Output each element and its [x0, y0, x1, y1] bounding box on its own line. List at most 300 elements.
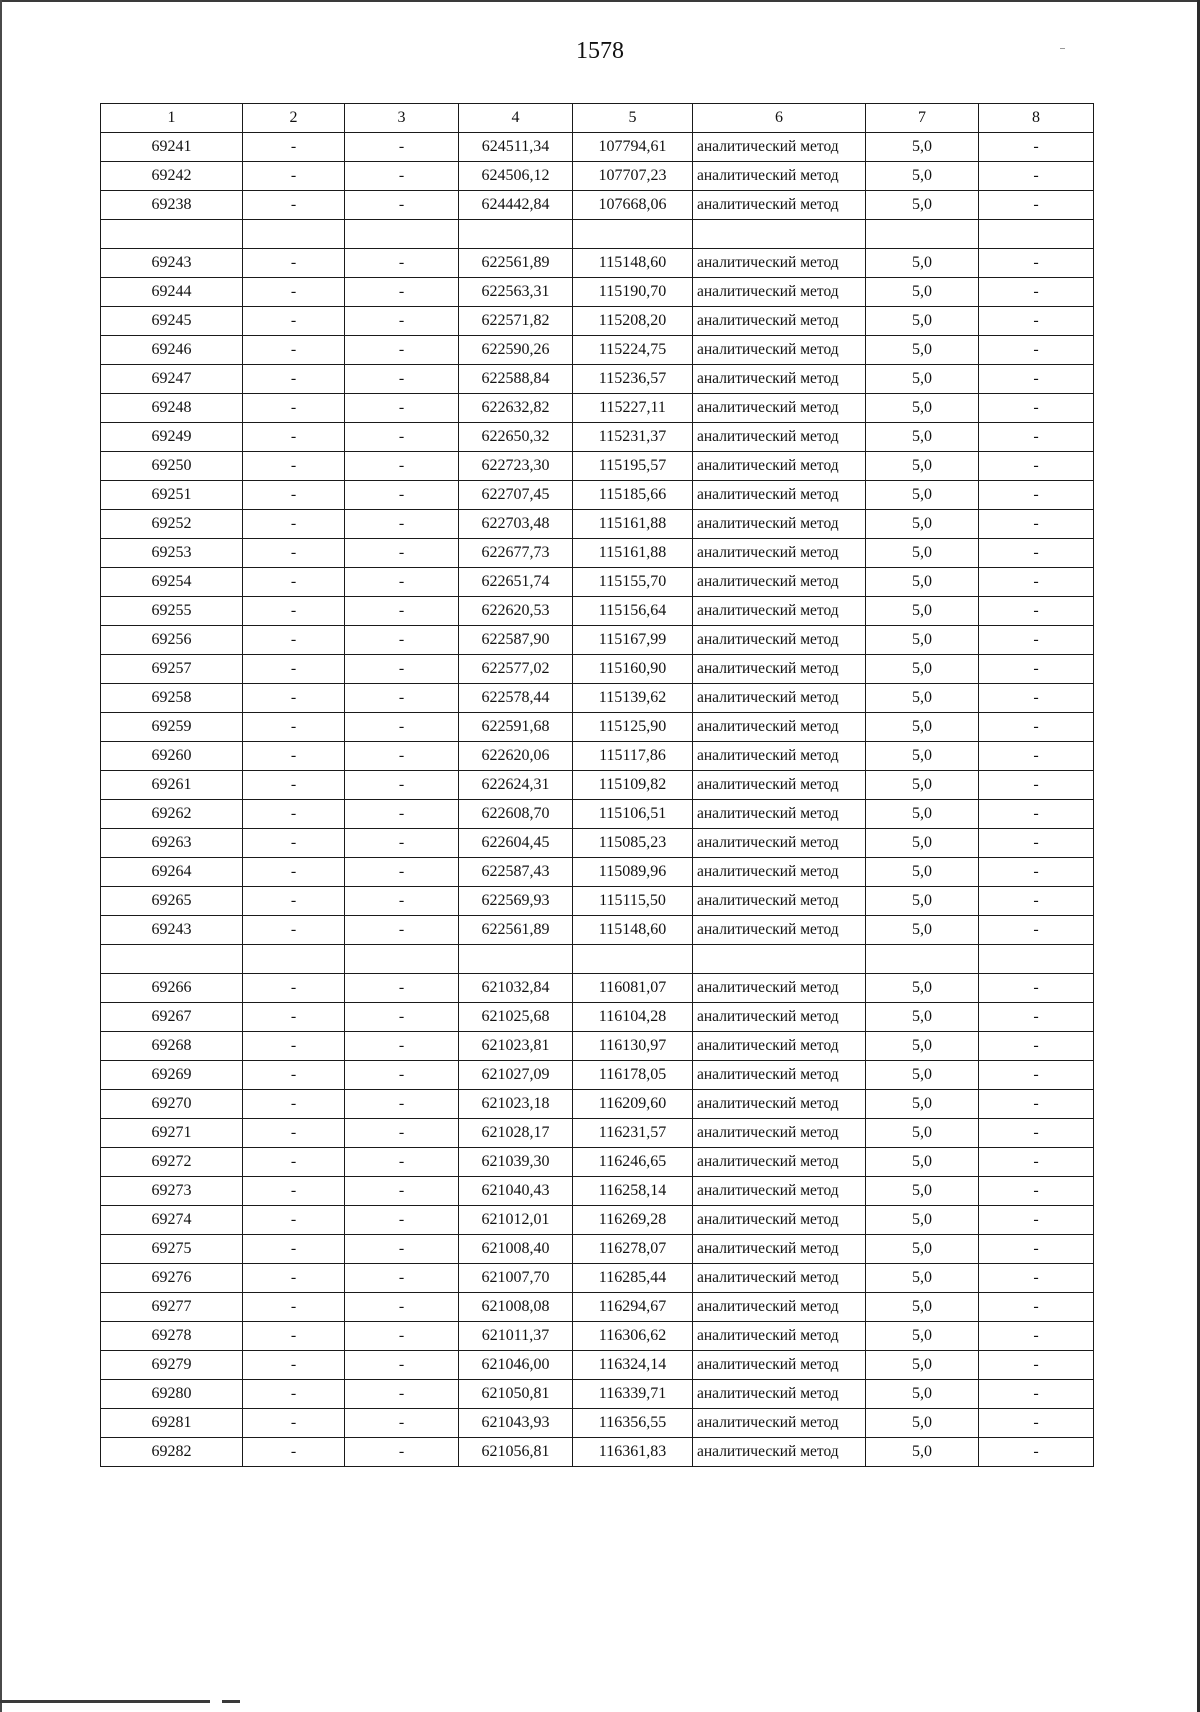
column-2-cell: -	[243, 1235, 345, 1264]
table-row	[101, 771, 1094, 800]
x-coordinate-cell: 621027,09	[459, 1061, 573, 1090]
y-coordinate-cell: 116339,71	[573, 1380, 693, 1409]
y-coordinate-cell: 115148,60	[573, 916, 693, 945]
table-header-row	[101, 104, 1094, 133]
y-coordinate-cell: 116081,07	[573, 974, 693, 1003]
point-number-cell: 69253	[101, 539, 243, 568]
column-3-cell: -	[345, 510, 459, 539]
y-coordinate-cell: 115161,88	[573, 539, 693, 568]
column-2-cell: -	[243, 887, 345, 916]
point-number-cell: 69281	[101, 1409, 243, 1438]
table-row	[101, 887, 1094, 916]
x-coordinate-cell: 622591,68	[459, 713, 573, 742]
y-coordinate-cell: 116269,28	[573, 1206, 693, 1235]
method-cell: аналитический метод	[693, 307, 866, 336]
accuracy-cell: 5,0	[866, 1003, 979, 1032]
column-3-cell: -	[345, 1177, 459, 1206]
column-3-cell: -	[345, 191, 459, 220]
column-3-cell: -	[345, 1322, 459, 1351]
column-2-cell: -	[243, 423, 345, 452]
column-8-cell: -	[979, 1380, 1094, 1409]
accuracy-cell: 5,0	[866, 1409, 979, 1438]
y-coordinate-cell: 116285,44	[573, 1264, 693, 1293]
empty-cell	[345, 945, 459, 974]
table-row	[101, 1148, 1094, 1177]
y-coordinate-cell: 116178,05	[573, 1061, 693, 1090]
table-row	[101, 1351, 1094, 1380]
table-row	[101, 1119, 1094, 1148]
method-cell: аналитический метод	[693, 452, 866, 481]
column-3-cell: -	[345, 1264, 459, 1293]
column-3-cell: -	[345, 1003, 459, 1032]
column-header: 2	[243, 104, 345, 133]
accuracy-cell: 5,0	[866, 1148, 979, 1177]
accuracy-cell: 5,0	[866, 278, 979, 307]
y-coordinate-cell: 115224,75	[573, 336, 693, 365]
empty-cell	[866, 945, 979, 974]
column-3-cell: -	[345, 1090, 459, 1119]
accuracy-cell: 5,0	[866, 162, 979, 191]
point-number-cell: 69277	[101, 1293, 243, 1322]
table-row	[101, 1235, 1094, 1264]
empty-cell	[573, 945, 693, 974]
column-2-cell: -	[243, 307, 345, 336]
empty-cell	[979, 945, 1094, 974]
accuracy-cell: 5,0	[866, 1177, 979, 1206]
accuracy-cell: 5,0	[866, 626, 979, 655]
column-3-cell: -	[345, 568, 459, 597]
y-coordinate-cell: 115109,82	[573, 771, 693, 800]
x-coordinate-cell: 622632,82	[459, 394, 573, 423]
point-number-cell: 69246	[101, 336, 243, 365]
y-coordinate-cell: 115139,62	[573, 684, 693, 713]
accuracy-cell: 5,0	[866, 481, 979, 510]
column-8-cell: -	[979, 510, 1094, 539]
point-number-cell: 69264	[101, 858, 243, 887]
x-coordinate-cell: 621007,70	[459, 1264, 573, 1293]
column-8-cell: -	[979, 191, 1094, 220]
column-2-cell: -	[243, 916, 345, 945]
x-coordinate-cell: 621023,81	[459, 1032, 573, 1061]
x-coordinate-cell: 624442,84	[459, 191, 573, 220]
point-number-cell: 69265	[101, 887, 243, 916]
column-3-cell: -	[345, 597, 459, 626]
empty-cell	[866, 220, 979, 249]
point-number-cell: 69279	[101, 1351, 243, 1380]
method-cell: аналитический метод	[693, 336, 866, 365]
table-row	[101, 539, 1094, 568]
empty-cell	[243, 220, 345, 249]
column-2-cell: -	[243, 1061, 345, 1090]
table-row	[101, 1177, 1094, 1206]
column-2-cell: -	[243, 1351, 345, 1380]
table-row	[101, 684, 1094, 713]
x-coordinate-cell: 622707,45	[459, 481, 573, 510]
column-3-cell: -	[345, 1351, 459, 1380]
point-number-cell: 69251	[101, 481, 243, 510]
column-header: 4	[459, 104, 573, 133]
scan-mark-bottom	[0, 1700, 210, 1703]
column-2-cell: -	[243, 1438, 345, 1467]
empty-cell	[101, 945, 243, 974]
y-coordinate-cell: 107668,06	[573, 191, 693, 220]
method-cell: аналитический метод	[693, 423, 866, 452]
method-cell: аналитический метод	[693, 1235, 866, 1264]
column-8-cell: -	[979, 684, 1094, 713]
column-8-cell: -	[979, 162, 1094, 191]
x-coordinate-cell: 622588,84	[459, 365, 573, 394]
column-3-cell: -	[345, 423, 459, 452]
accuracy-cell: 5,0	[866, 249, 979, 278]
column-8-cell: -	[979, 133, 1094, 162]
column-8-cell: -	[979, 1235, 1094, 1264]
table-row	[101, 626, 1094, 655]
x-coordinate-cell: 621050,81	[459, 1380, 573, 1409]
column-header: 5	[573, 104, 693, 133]
point-number-cell: 69266	[101, 974, 243, 1003]
table-row	[101, 394, 1094, 423]
point-number-cell: 69273	[101, 1177, 243, 1206]
column-3-cell: -	[345, 655, 459, 684]
x-coordinate-cell: 621046,00	[459, 1351, 573, 1380]
column-8-cell: -	[979, 1409, 1094, 1438]
table-row	[101, 1061, 1094, 1090]
accuracy-cell: 5,0	[866, 539, 979, 568]
method-cell: аналитический метод	[693, 742, 866, 771]
method-cell: аналитический метод	[693, 1322, 866, 1351]
table-row	[101, 1032, 1094, 1061]
accuracy-cell: 5,0	[866, 916, 979, 945]
y-coordinate-cell: 115106,51	[573, 800, 693, 829]
column-8-cell: -	[979, 1438, 1094, 1467]
y-coordinate-cell: 116209,60	[573, 1090, 693, 1119]
column-3-cell: -	[345, 278, 459, 307]
point-number-cell: 69242	[101, 162, 243, 191]
column-8-cell: -	[979, 1032, 1094, 1061]
table-row	[101, 423, 1094, 452]
scan-edge-left	[0, 0, 2, 1712]
x-coordinate-cell: 624511,34	[459, 133, 573, 162]
method-cell: аналитический метод	[693, 829, 866, 858]
column-2-cell: -	[243, 1322, 345, 1351]
empty-cell	[243, 945, 345, 974]
y-coordinate-cell: 115148,60	[573, 249, 693, 278]
method-cell: аналитический метод	[693, 249, 866, 278]
table-row	[101, 742, 1094, 771]
x-coordinate-cell: 621008,08	[459, 1293, 573, 1322]
column-2-cell: -	[243, 713, 345, 742]
column-8-cell: -	[979, 887, 1094, 916]
y-coordinate-cell: 115236,57	[573, 365, 693, 394]
column-3-cell: -	[345, 800, 459, 829]
accuracy-cell: 5,0	[866, 133, 979, 162]
accuracy-cell: 5,0	[866, 1380, 979, 1409]
x-coordinate-cell: 622620,53	[459, 597, 573, 626]
column-8-cell: -	[979, 771, 1094, 800]
column-2-cell: -	[243, 568, 345, 597]
column-3-cell: -	[345, 858, 459, 887]
method-cell: аналитический метод	[693, 1438, 866, 1467]
x-coordinate-cell: 621028,17	[459, 1119, 573, 1148]
x-coordinate-cell: 622590,26	[459, 336, 573, 365]
column-3-cell: -	[345, 133, 459, 162]
point-number-cell: 69263	[101, 829, 243, 858]
y-coordinate-cell: 115231,37	[573, 423, 693, 452]
point-number-cell: 69272	[101, 1148, 243, 1177]
y-coordinate-cell: 115125,90	[573, 713, 693, 742]
method-cell: аналитический метод	[693, 974, 866, 1003]
point-number-cell: 69248	[101, 394, 243, 423]
column-3-cell: -	[345, 249, 459, 278]
accuracy-cell: 5,0	[866, 974, 979, 1003]
y-coordinate-cell: 115161,88	[573, 510, 693, 539]
column-2-cell: -	[243, 133, 345, 162]
x-coordinate-cell: 621012,01	[459, 1206, 573, 1235]
column-8-cell: -	[979, 858, 1094, 887]
accuracy-cell: 5,0	[866, 887, 979, 916]
point-number-cell: 69270	[101, 1090, 243, 1119]
x-coordinate-cell: 622723,30	[459, 452, 573, 481]
column-header: 8	[979, 104, 1094, 133]
accuracy-cell: 5,0	[866, 1438, 979, 1467]
table-row	[101, 307, 1094, 336]
column-2-cell: -	[243, 336, 345, 365]
column-2-cell: -	[243, 655, 345, 684]
table-row	[101, 800, 1094, 829]
column-3-cell: -	[345, 626, 459, 655]
method-cell: аналитический метод	[693, 1032, 866, 1061]
x-coordinate-cell: 622650,32	[459, 423, 573, 452]
x-coordinate-cell: 622577,02	[459, 655, 573, 684]
column-3-cell: -	[345, 771, 459, 800]
method-cell: аналитический метод	[693, 916, 866, 945]
point-number-cell: 69245	[101, 307, 243, 336]
column-3-cell: -	[345, 307, 459, 336]
column-8-cell: -	[979, 1061, 1094, 1090]
accuracy-cell: 5,0	[866, 365, 979, 394]
column-3-cell: -	[345, 539, 459, 568]
x-coordinate-cell: 622587,90	[459, 626, 573, 655]
y-coordinate-cell: 115185,66	[573, 481, 693, 510]
method-cell: аналитический метод	[693, 1380, 866, 1409]
page-number: 1578	[576, 38, 624, 64]
table-row	[101, 365, 1094, 394]
accuracy-cell: 5,0	[866, 191, 979, 220]
table-row	[101, 1293, 1094, 1322]
x-coordinate-cell: 622677,73	[459, 539, 573, 568]
table-row	[101, 1438, 1094, 1467]
column-8-cell: -	[979, 800, 1094, 829]
method-cell: аналитический метод	[693, 1409, 866, 1438]
column-8-cell: -	[979, 1148, 1094, 1177]
column-3-cell: -	[345, 1061, 459, 1090]
column-3-cell: -	[345, 1206, 459, 1235]
point-number-cell: 69244	[101, 278, 243, 307]
scan-edge-top	[0, 0, 1200, 2]
empty-cell	[459, 945, 573, 974]
column-8-cell: -	[979, 974, 1094, 1003]
column-8-cell: -	[979, 481, 1094, 510]
method-cell: аналитический метод	[693, 568, 866, 597]
x-coordinate-cell: 622561,89	[459, 249, 573, 278]
x-coordinate-cell: 621056,81	[459, 1438, 573, 1467]
x-coordinate-cell: 622587,43	[459, 858, 573, 887]
column-3-cell: -	[345, 829, 459, 858]
method-cell: аналитический метод	[693, 771, 866, 800]
point-number-cell: 69241	[101, 133, 243, 162]
column-3-cell: -	[345, 1148, 459, 1177]
column-3-cell: -	[345, 481, 459, 510]
column-8-cell: -	[979, 307, 1094, 336]
column-8-cell: -	[979, 539, 1094, 568]
column-header: 6	[693, 104, 866, 133]
column-2-cell: -	[243, 1264, 345, 1293]
x-coordinate-cell: 621032,84	[459, 974, 573, 1003]
point-number-cell: 69262	[101, 800, 243, 829]
point-number-cell: 69255	[101, 597, 243, 626]
column-3-cell: -	[345, 684, 459, 713]
accuracy-cell: 5,0	[866, 394, 979, 423]
accuracy-cell: 5,0	[866, 336, 979, 365]
table-row	[101, 1322, 1094, 1351]
column-3-cell: -	[345, 1293, 459, 1322]
point-number-cell: 69238	[101, 191, 243, 220]
point-number-cell: 69257	[101, 655, 243, 684]
column-8-cell: -	[979, 1293, 1094, 1322]
column-8-cell: -	[979, 829, 1094, 858]
y-coordinate-cell: 115160,90	[573, 655, 693, 684]
x-coordinate-cell: 624506,12	[459, 162, 573, 191]
column-8-cell: -	[979, 742, 1094, 771]
column-3-cell: -	[345, 452, 459, 481]
column-2-cell: -	[243, 481, 345, 510]
accuracy-cell: 5,0	[866, 568, 979, 597]
accuracy-cell: 5,0	[866, 655, 979, 684]
method-cell: аналитический метод	[693, 278, 866, 307]
column-8-cell: -	[979, 1322, 1094, 1351]
x-coordinate-cell: 621023,18	[459, 1090, 573, 1119]
column-3-cell: -	[345, 1438, 459, 1467]
point-number-cell: 69243	[101, 249, 243, 278]
table-row	[101, 510, 1094, 539]
accuracy-cell: 5,0	[866, 597, 979, 626]
method-cell: аналитический метод	[693, 365, 866, 394]
method-cell: аналитический метод	[693, 1003, 866, 1032]
table-row	[101, 1206, 1094, 1235]
column-2-cell: -	[243, 1148, 345, 1177]
empty-cell	[459, 220, 573, 249]
column-2-cell: -	[243, 597, 345, 626]
column-2-cell: -	[243, 394, 345, 423]
method-cell: аналитический метод	[693, 1090, 866, 1119]
column-3-cell: -	[345, 162, 459, 191]
y-coordinate-cell: 115227,11	[573, 394, 693, 423]
point-number-cell: 69278	[101, 1322, 243, 1351]
y-coordinate-cell: 107707,23	[573, 162, 693, 191]
empty-cell	[573, 220, 693, 249]
y-coordinate-cell: 116361,83	[573, 1438, 693, 1467]
table-row	[101, 1409, 1094, 1438]
y-coordinate-cell: 116258,14	[573, 1177, 693, 1206]
method-cell: аналитический метод	[693, 655, 866, 684]
accuracy-cell: 5,0	[866, 684, 979, 713]
point-number-cell: 69268	[101, 1032, 243, 1061]
y-coordinate-cell: 116306,62	[573, 1322, 693, 1351]
column-2-cell: -	[243, 1032, 345, 1061]
empty-cell	[693, 220, 866, 249]
y-coordinate-cell: 116324,14	[573, 1351, 693, 1380]
x-coordinate-cell: 621008,40	[459, 1235, 573, 1264]
y-coordinate-cell: 115117,86	[573, 742, 693, 771]
table-row	[101, 1003, 1094, 1032]
y-coordinate-cell: 116294,67	[573, 1293, 693, 1322]
column-header: 7	[866, 104, 979, 133]
method-cell: аналитический метод	[693, 1264, 866, 1293]
table-row	[101, 481, 1094, 510]
point-number-cell: 69243	[101, 916, 243, 945]
y-coordinate-cell: 115156,64	[573, 597, 693, 626]
table-row	[101, 1090, 1094, 1119]
column-2-cell: -	[243, 1119, 345, 1148]
column-2-cell: -	[243, 452, 345, 481]
point-number-cell: 69280	[101, 1380, 243, 1409]
column-2-cell: -	[243, 1380, 345, 1409]
accuracy-cell: 5,0	[866, 1322, 979, 1351]
accuracy-cell: 5,0	[866, 1090, 979, 1119]
point-number-cell: 69269	[101, 1061, 243, 1090]
point-number-cell: 69254	[101, 568, 243, 597]
table-body	[101, 133, 1094, 1467]
accuracy-cell: 5,0	[866, 307, 979, 336]
method-cell: аналитический метод	[693, 1351, 866, 1380]
accuracy-cell: 5,0	[866, 858, 979, 887]
table-row	[101, 829, 1094, 858]
empty-cell	[345, 220, 459, 249]
point-number-cell: 69259	[101, 713, 243, 742]
method-cell: аналитический метод	[693, 394, 866, 423]
point-number-cell: 69260	[101, 742, 243, 771]
method-cell: аналитический метод	[693, 1061, 866, 1090]
column-2-cell: -	[243, 510, 345, 539]
column-8-cell: -	[979, 713, 1094, 742]
column-3-cell: -	[345, 336, 459, 365]
method-cell: аналитический метод	[693, 597, 866, 626]
column-2-cell: -	[243, 249, 345, 278]
table-row	[101, 1264, 1094, 1293]
method-cell: аналитический метод	[693, 133, 866, 162]
column-2-cell: -	[243, 974, 345, 1003]
table-row	[101, 278, 1094, 307]
column-2-cell: -	[243, 539, 345, 568]
y-coordinate-cell: 115089,96	[573, 858, 693, 887]
x-coordinate-cell: 621025,68	[459, 1003, 573, 1032]
column-3-cell: -	[345, 916, 459, 945]
method-cell: аналитический метод	[693, 684, 866, 713]
y-coordinate-cell: 116356,55	[573, 1409, 693, 1438]
column-8-cell: -	[979, 1119, 1094, 1148]
method-cell: аналитический метод	[693, 713, 866, 742]
table-row	[101, 974, 1094, 1003]
column-2-cell: -	[243, 1090, 345, 1119]
column-2-cell: -	[243, 191, 345, 220]
column-8-cell: -	[979, 626, 1094, 655]
point-number-cell: 69258	[101, 684, 243, 713]
method-cell: аналитический метод	[693, 510, 866, 539]
table-row	[101, 713, 1094, 742]
accuracy-cell: 5,0	[866, 1293, 979, 1322]
column-8-cell: -	[979, 1090, 1094, 1119]
column-3-cell: -	[345, 1380, 459, 1409]
